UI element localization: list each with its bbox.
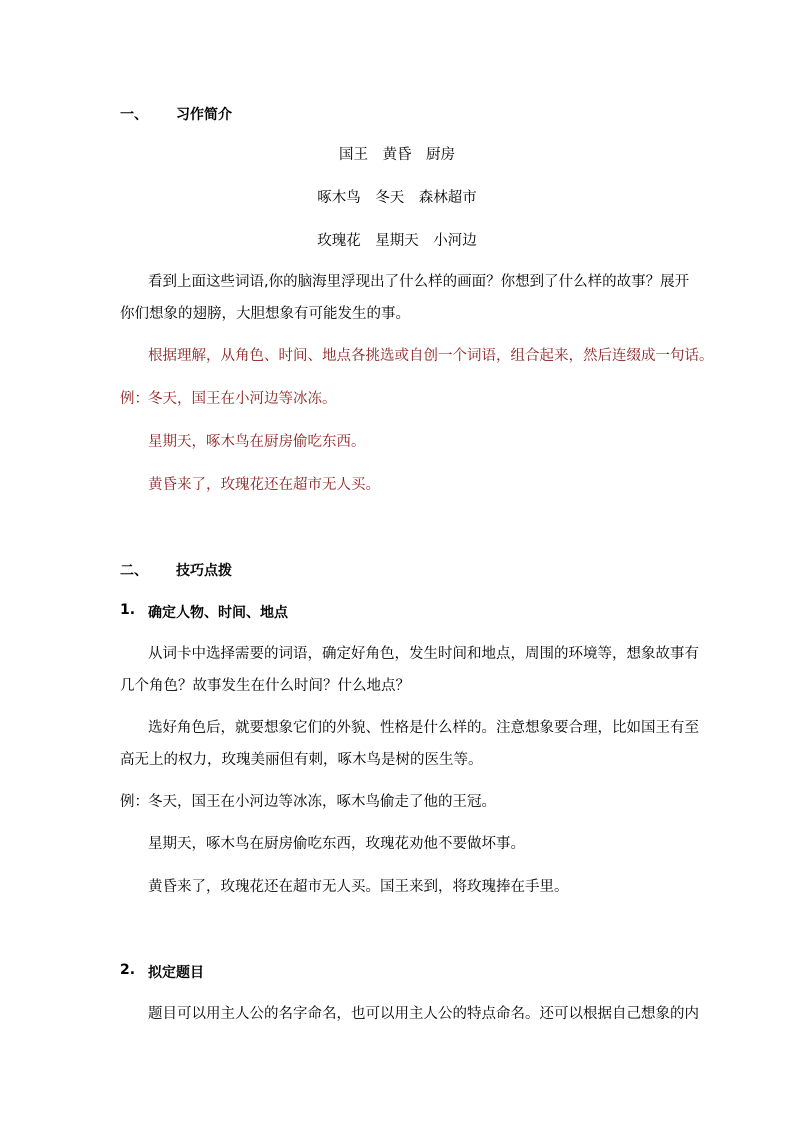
example-line-3: 黄昏来了，玫瑰花还在超市无人买。 — [148, 477, 380, 493]
sub2-paragraph1-line-1: 题目可以用主人公的名字命名，也可以用主人公的特点命名。还可以根据自己想象的内 — [148, 1006, 699, 1022]
sub1-example-label: 例： — [120, 794, 149, 810]
sub1-paragraph2-line-2: 高无上的权力，玫瑰美丽但有刺，啄木鸟是树的医生等。 — [120, 752, 483, 768]
example-line-2: 星期天，啄木鸟在厨房偷吃东西。 — [148, 434, 366, 450]
sub1-paragraph2-line-1: 选好角色后，就要想象它们的外貌、性格是什么样的。注意想象要合理，比如国王有至 — [148, 720, 699, 736]
sub1-title: 确定人物、时间、地点 — [148, 605, 288, 621]
intro-paragraph-line-2: 你们想象的翅膀，大胆想象有可能发生的事。 — [120, 306, 410, 322]
word-row-2: 啄木鸟 冬天 森林超市 — [317, 190, 477, 206]
sub2-number: 2. — [120, 962, 136, 978]
sub1-example-line-3: 黄昏来了，玫瑰花还在超市无人买。国王来到，将玫瑰捧在手里。 — [148, 879, 569, 895]
word-row-3: 玫瑰花 星期天 小河边 — [317, 233, 477, 249]
sub1-example-line-2: 星期天，啄木鸟在厨房偷吃东西，玫瑰花劝他不要做坏事。 — [148, 836, 525, 852]
sub1-number: 1. — [120, 602, 136, 618]
section2-title: 技巧点拨 — [176, 563, 232, 579]
instruction-text: 根据理解，从角色、时间、地点各挑选或自创一个词语，组合起来，然后连缀成一句话。 — [148, 348, 714, 364]
section1-title: 习作简介 — [176, 107, 232, 123]
intro-paragraph-line-1: 看到上面这些词语,你的脑海里浮现出了什么样的画面？你想到了什么样的故事？展开 — [148, 274, 690, 290]
example-label: 例： — [120, 391, 149, 407]
section2-number: 二、 — [120, 563, 148, 579]
sub1-example-line-1: 冬天，国王在小河边等冰冻，啄木鸟偷走了他的王冠。 — [148, 794, 496, 810]
sub1-paragraph1-line-2: 几个角色？故事发生在什么时间？什么地点？ — [120, 678, 410, 694]
example-line-1: 冬天，国王在小河边等冰冻。 — [148, 391, 337, 407]
sub1-paragraph1-line-1: 从词卡中选择需要的词语，确定好角色，发生时间和地点，周围的环境等，想象故事有 — [148, 646, 699, 662]
sub2-title: 拟定题目 — [148, 965, 204, 981]
section1-number: 一、 — [120, 107, 148, 123]
word-row-1: 国王 黄昏 厨房 — [339, 147, 455, 163]
